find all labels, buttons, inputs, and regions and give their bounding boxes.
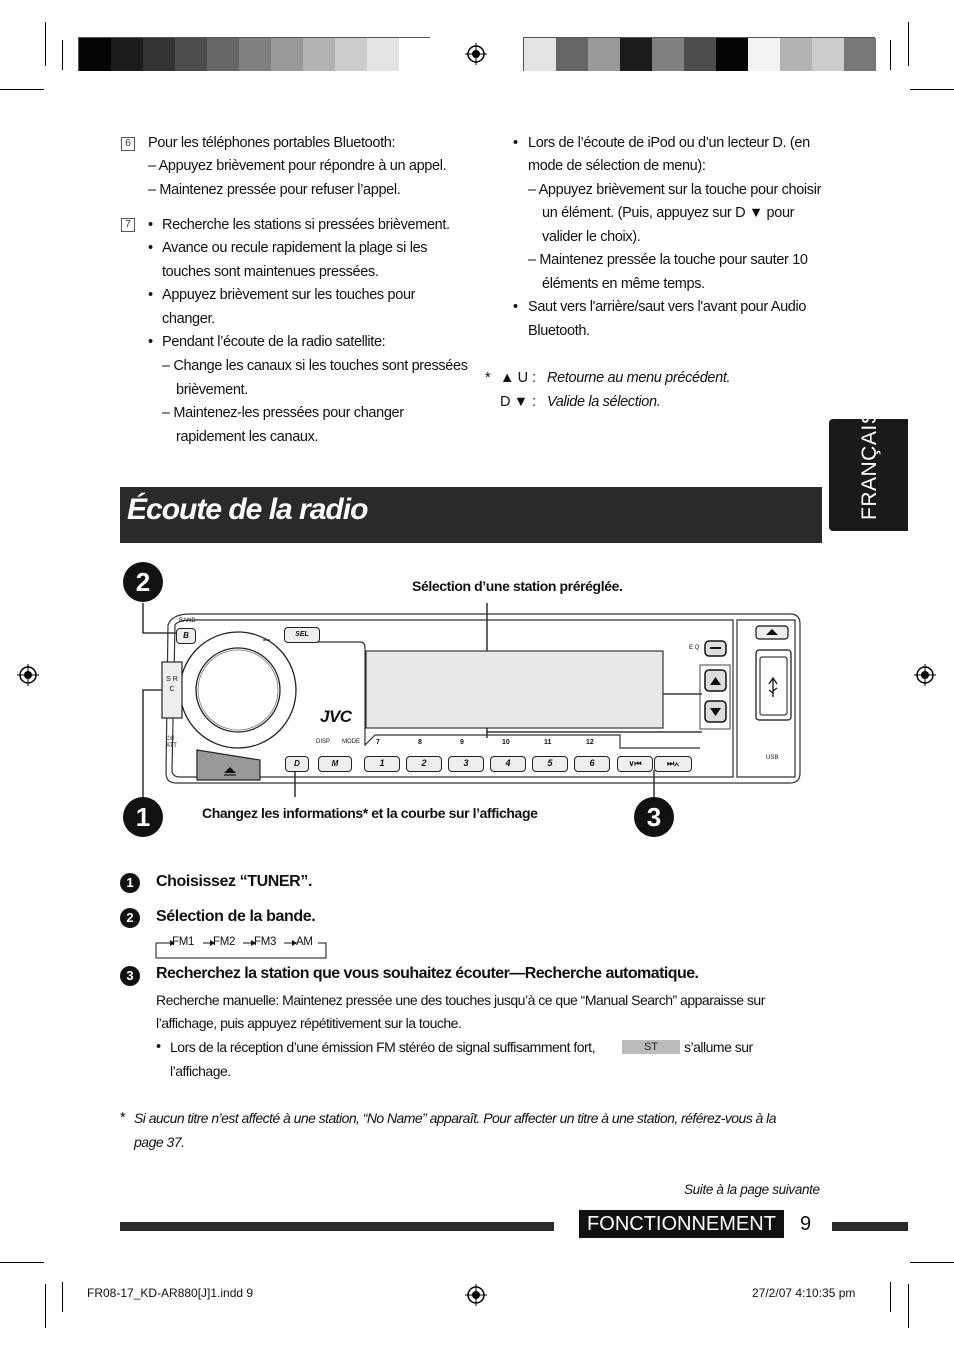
- preset-top-number: 10: [502, 739, 510, 746]
- jvc-logo: JVC: [320, 707, 352, 726]
- language-tab-label: FRANÇAIS: [858, 409, 881, 520]
- mode-label: MODE: [342, 739, 360, 745]
- print-slug-left: FR08-17_KD-AR880[J]1.indd 9: [87, 1286, 254, 1300]
- item-number-box: 7: [121, 218, 135, 232]
- bullet-dot: •: [148, 287, 153, 303]
- item-line: Saut vers l'arrière/saut vers l'avant pour Audio: [528, 299, 807, 315]
- step-bullet: s’allume sur: [684, 1039, 753, 1055]
- band-label: BAND: [179, 618, 196, 624]
- page-number: 9: [800, 1213, 812, 1235]
- item-line: – Maintenez pressée la touche pour sauter 10: [528, 252, 808, 268]
- bullet-dot: •: [148, 240, 153, 256]
- callout-bottom-label: Changez les informations* et la courbe sur l’affichage: [202, 805, 538, 821]
- band-fm2: FM2: [213, 936, 236, 948]
- item-line: brièvement.: [176, 382, 248, 398]
- item-line: éléments en même temps.: [542, 276, 705, 292]
- note-sep: :: [532, 370, 536, 386]
- band-fm1: FM1: [172, 936, 195, 948]
- item-line: Appuyez brièvement sur les touches pour: [162, 287, 416, 303]
- item-line: – Appuyez brièvement pour répondre à un appel.: [148, 158, 447, 174]
- note-sep: :: [532, 394, 536, 410]
- seek-down-button[interactable]: ∨⏮: [617, 756, 653, 772]
- band-fm3: FM3: [254, 936, 277, 948]
- band-button[interactable]: B: [176, 628, 196, 644]
- footer-section-label: FONCTIONNEMENT: [579, 1210, 784, 1238]
- item-line: Avance ou recule rapidement la plage si les: [162, 240, 428, 256]
- note-text: Valide la sélection.: [547, 394, 661, 410]
- preset-top-number: 7: [376, 739, 380, 746]
- usb-label: USB: [766, 755, 779, 761]
- step-title: Choisissez “TUNER”.: [156, 873, 312, 890]
- item-line: – Maintenez-les pressées pour changer: [162, 405, 404, 421]
- item-line: Pendant l’écoute de la radio satellite:: [162, 334, 386, 350]
- bullet-dot: •: [148, 217, 153, 233]
- note-star: *: [485, 370, 491, 386]
- step-bullet: Lors de la réception d’une émission FM stéréo de signal suffisamment fort,: [170, 1039, 595, 1055]
- callout-top-label: Sélection d’une station préréglée.: [412, 578, 623, 594]
- step-title: Recherchez la station que vous souhaitez écouter—Recherche automatique.: [156, 965, 699, 982]
- item-line: un élément. (Puis, appuyez sur D ▼ pour: [542, 205, 795, 221]
- item-line: – Maintenez pressée pour refuser l’appel.: [148, 182, 401, 198]
- footnote-star: *: [120, 1110, 126, 1126]
- bullet-dot: •: [148, 334, 153, 350]
- item-line: Lors de l’écoute de iPod ou d’un lecteur D. (en: [528, 135, 810, 151]
- preset-button-2[interactable]: 2: [406, 756, 442, 772]
- seek-up-button[interactable]: ⏭∧: [654, 756, 692, 772]
- step-number: 2: [120, 908, 140, 928]
- note-text: Retourne au menu précédent.: [547, 370, 731, 386]
- step-body: l’affichage, puis appuyez répétitivement sur la touche.: [156, 1015, 462, 1031]
- disp-label: DISP: [316, 739, 331, 745]
- step-title: Sélection de la bande.: [156, 908, 316, 925]
- print-slug-right: 27/2/07 4:10:35 pm: [752, 1286, 856, 1300]
- preset-top-number: 11: [544, 739, 552, 746]
- preset-button-1[interactable]: 1: [364, 756, 400, 772]
- src-label[interactable]: S R C: [166, 676, 178, 693]
- bullet-dot: •: [513, 135, 518, 151]
- step-number: 3: [120, 966, 140, 986]
- footer-rule-left: [120, 1222, 554, 1231]
- item-line: touches sont maintenues pressées.: [162, 264, 379, 280]
- step-body: Recherche manuelle: Maintenez pressée une des touches jusqu’à ce que “Manual Search” apparaisse sur: [156, 992, 765, 1008]
- preset-top-number: 12: [586, 739, 594, 746]
- item-title: Pour les téléphones portables Bluetooth:: [148, 135, 396, 151]
- callout-number-2: 2: [123, 562, 163, 602]
- note-key: D ▼: [500, 394, 528, 410]
- item-line: changer.: [162, 311, 215, 327]
- footer-rule-right: [832, 1222, 908, 1231]
- callout-number-1: 1: [123, 797, 163, 837]
- footnote-text: page 37.: [134, 1134, 185, 1150]
- m-button[interactable]: M: [318, 756, 352, 772]
- note-key: ▲ U: [500, 370, 528, 386]
- item-line: valider le choix).: [542, 229, 641, 245]
- att-label: ⏻/I ATT: [166, 736, 177, 749]
- st-indicator: ST: [622, 1040, 680, 1054]
- step-number: 1: [120, 873, 140, 893]
- preset-button-3[interactable]: 3: [448, 756, 484, 772]
- band-am: AM: [296, 936, 313, 948]
- preset-top-number: 8: [418, 739, 422, 746]
- continued-note: Suite à la page suivante: [684, 1182, 820, 1197]
- eq-label: E Q: [689, 645, 700, 651]
- item-line: Recherche les stations si pressées brièvement.: [162, 217, 450, 233]
- section-title: Écoute de la radio: [127, 493, 368, 526]
- item-line: – Appuyez brièvement sur la touche pour choisir: [528, 182, 822, 198]
- preset-button-4[interactable]: 4: [490, 756, 526, 772]
- preset-button-6[interactable]: 6: [574, 756, 610, 772]
- bullet-dot: •: [156, 1039, 161, 1055]
- item-number-box: 6: [121, 137, 135, 151]
- preset-button-5[interactable]: 5: [532, 756, 568, 772]
- sel-button[interactable]: SEL: [284, 627, 320, 643]
- item-line: – Change les canaux si les touches sont pressées: [162, 358, 468, 374]
- footnote-text: Si aucun titre n’est affecté à une station, “No Name” apparaît. Pour affecter un titre à une station, référez-vous à la: [134, 1110, 776, 1126]
- preset-top-number: 9: [460, 739, 464, 746]
- bullet-dot: •: [513, 299, 518, 315]
- item-line: Bluetooth.: [528, 323, 590, 339]
- d-button[interactable]: D: [285, 756, 309, 772]
- item-line: mode de sélection de menu):: [528, 158, 706, 174]
- callout-number-3: 3: [634, 797, 674, 837]
- item-line: rapidement les canaux.: [176, 429, 319, 445]
- step-bullet: l’affichage.: [170, 1063, 231, 1079]
